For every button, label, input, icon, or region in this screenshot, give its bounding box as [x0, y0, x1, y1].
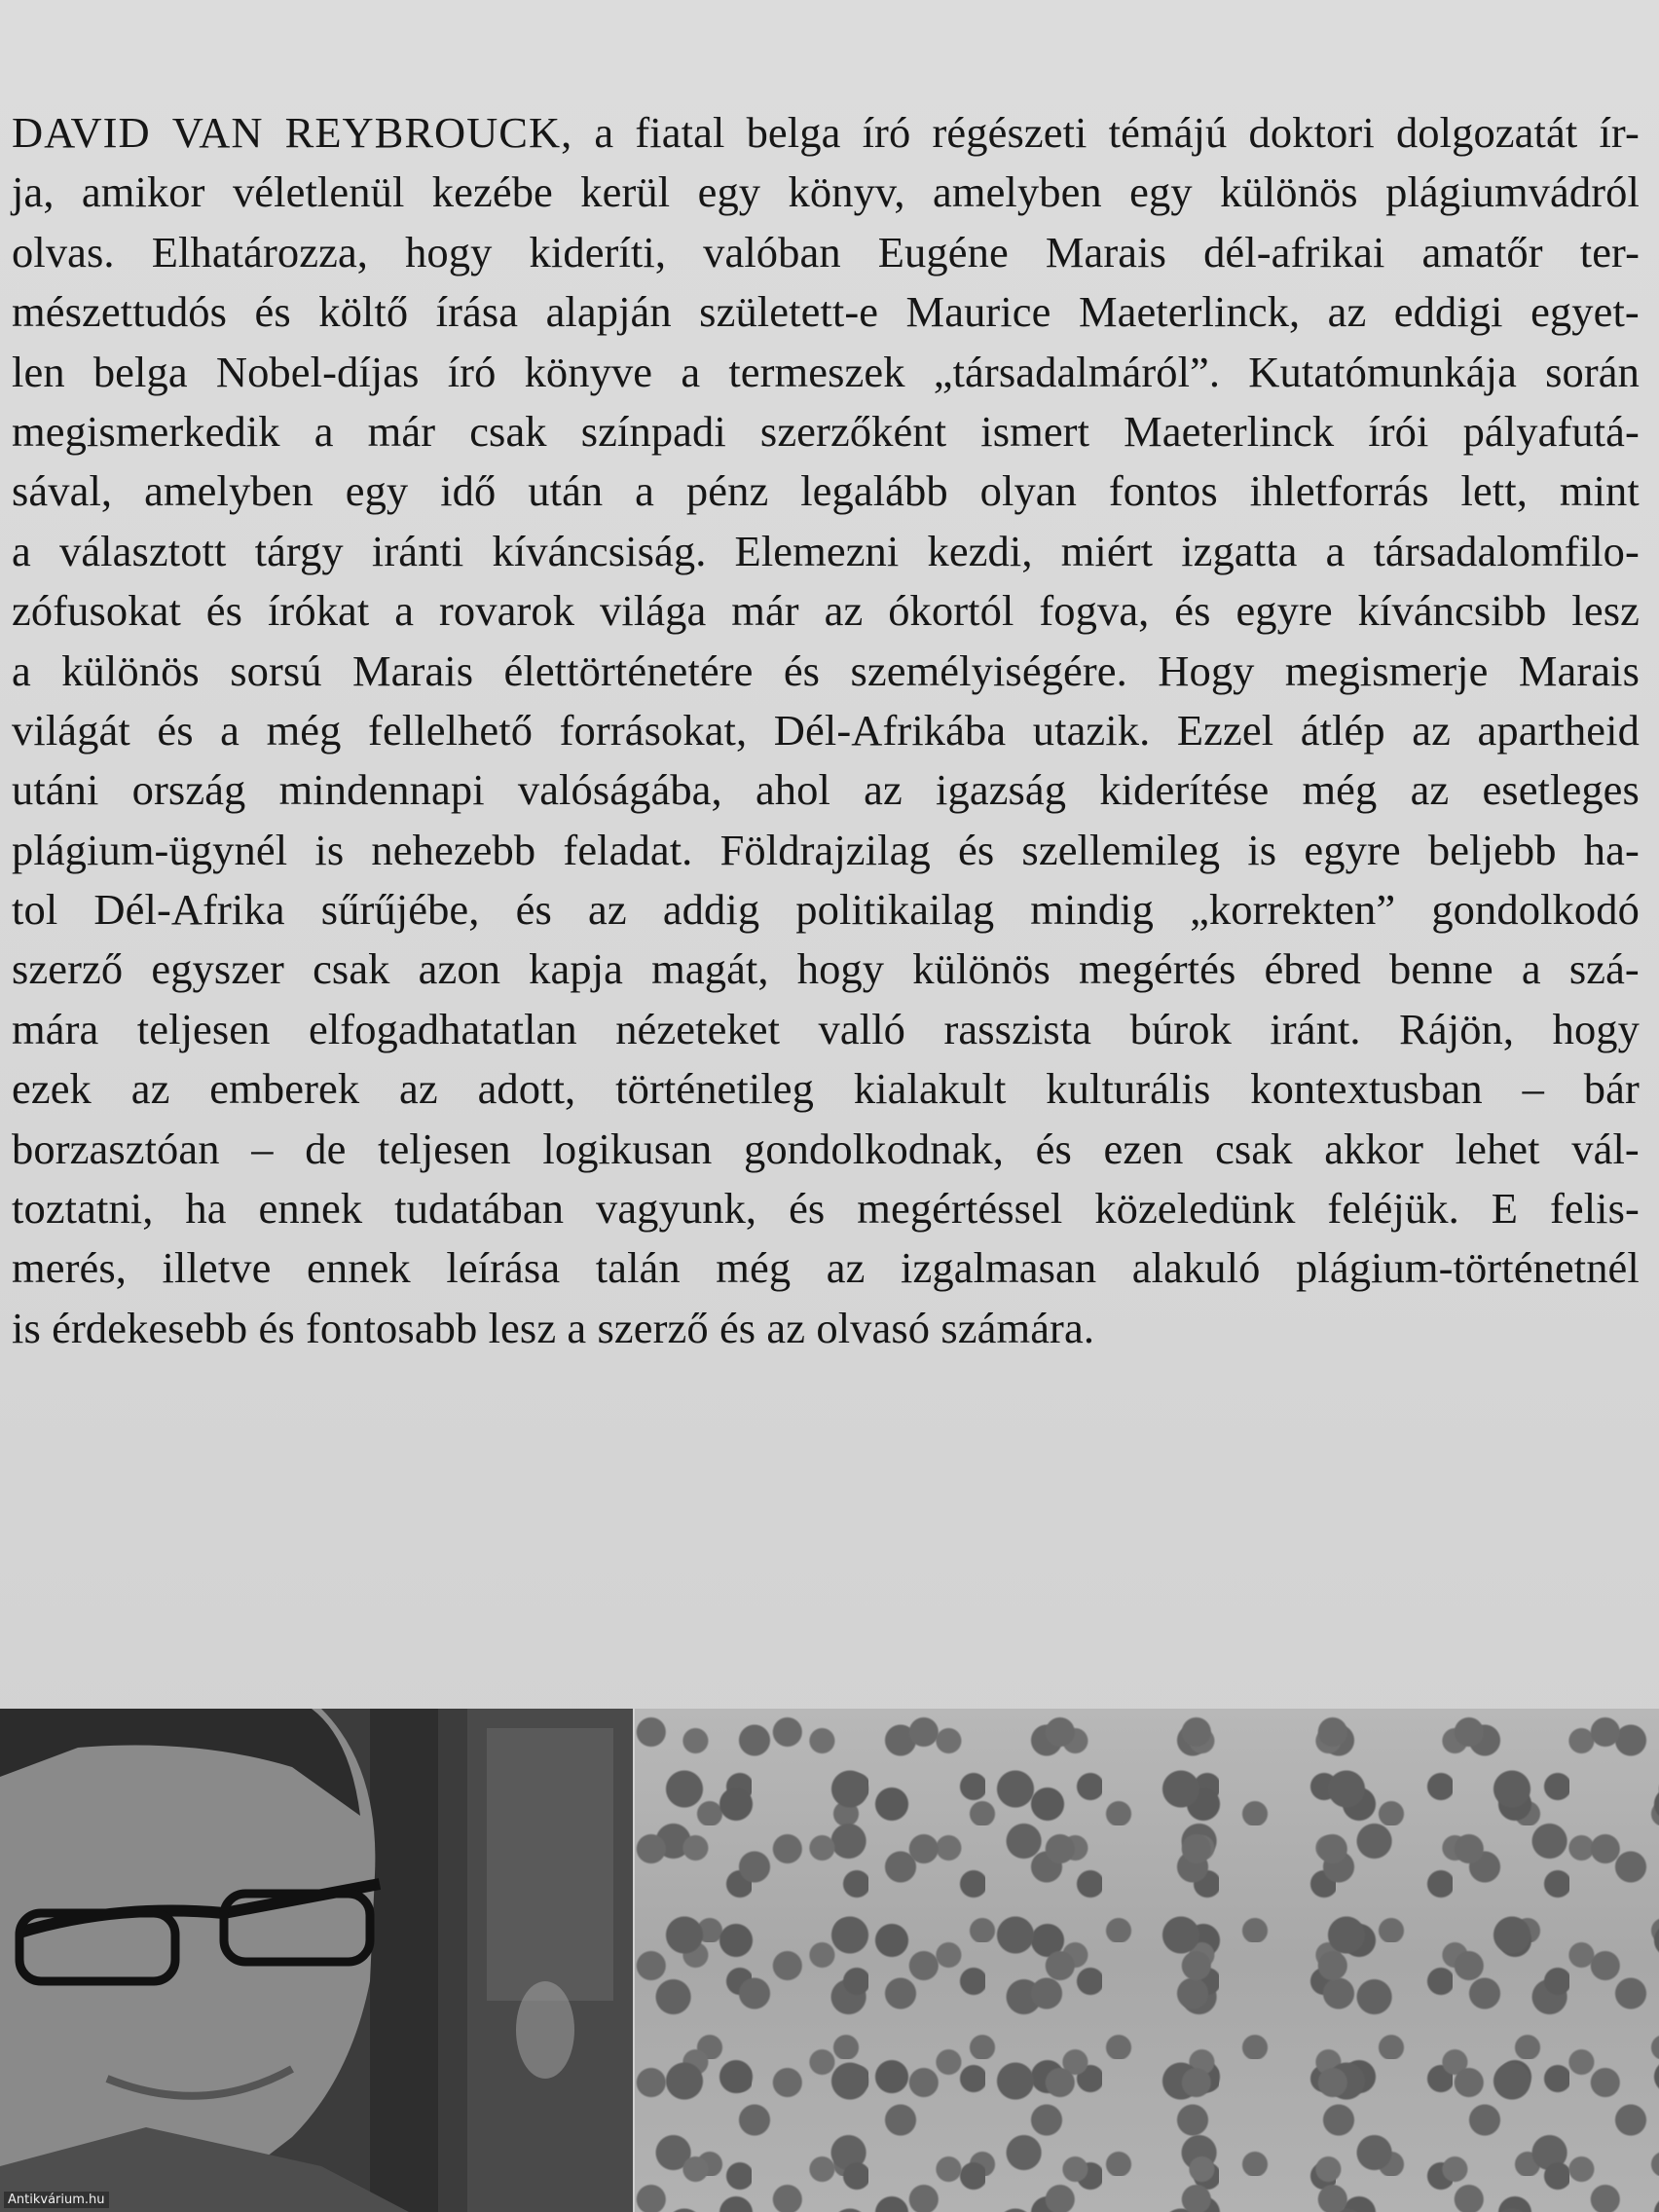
text-line: mészettudós és költő írása alapján született-e Maurice Maeterlinck, az eddigi egyet- [12, 287, 1640, 337]
author-portrait [0, 1709, 633, 2212]
text-line: világát és a még fellelhető forrásokat, Dél-Afrikába utazik. Ezzel átlép az apartheid [12, 705, 1640, 755]
blurb-text [12, 103, 1640, 1358]
portrait-illustration [0, 1709, 633, 2212]
text-line: ezek az emberek az adott, történetileg kialakult kulturális kontextusban – bár [12, 1064, 1640, 1114]
text-line: a különös sorsú Marais élettörténetére és személyiségére. Hogy megismerje Marais [12, 645, 1640, 695]
text-line: mára teljesen elfogadhatatlan nézeteket valló rasszista búrok iránt. Rájön, hogy [12, 1004, 1640, 1053]
text-line: toztatni, ha ennek tudatában vagyunk, és megértéssel közeledünk feléjük. E felis- [12, 1184, 1640, 1234]
text-line: plágium-ügynél is nehezebb feladat. Földrajzilag és szellemileg is egyre beljebb ha- [12, 825, 1640, 874]
text-line: olvas. Elhatározza, hogy kideríti, valóban Eugéne Marais dél-afrikai amatőr ter- [12, 227, 1640, 276]
text-line: megismerkedik a már csak színpadi szerzőként ismert Maeterlinck írói pályafutá- [12, 406, 1640, 456]
text-line: sával, amelyben egy idő után a pénz legalább olyan fontos ihletforrás lett, mint [12, 466, 1640, 516]
text-line: borzasztóan – de teljesen logikusan gondolkodnak, és ezen csak akkor lehet vál- [12, 1124, 1640, 1173]
text-line: a választott tárgy iránti kíváncsiság. Elemezni kezdi, miért izgatta a társadalomfilo- [12, 526, 1640, 575]
text-line: len belga Nobel-díjas író könyve a termeszek „társadalmáról”. Kutatómunkája során [12, 347, 1640, 396]
watermark-label: Antikvárium.hu [4, 2192, 109, 2208]
text-line: zófusokat és írókat a rovarok világa már az ókortól fogva, és egyre kíváncsibb lesz [12, 586, 1640, 636]
text-line: merés, illetve ennek leírása talán még az izgalmasan alakuló plágium-történetnél [12, 1243, 1640, 1293]
termite-mound-texture [635, 1709, 1659, 2212]
text-line: szerző egyszer csak azon kapja magát, hogy különös megértés ébred benne a szá- [12, 944, 1640, 994]
text-line: tol Dél-Afrika sűrűjébe, és az addig politikailag mindig „korrekten” gondolkodó [12, 885, 1640, 935]
text-line: utáni ország mindennapi valóságába, ahol az igazság kiderítése még az esetleges [12, 765, 1640, 815]
text-line: is érdekesebb és fontosabb lesz a szerző és az olvasó számára. [12, 1303, 1095, 1352]
text-line: ja, amikor véletlenül kezébe kerül egy könyv, amelyben egy különös plágiumvádról [12, 167, 1640, 217]
text-line: DAVID VAN REYBROUCK, a fiatal belga író régészeti témájú doktori dolgozatát ír- [12, 108, 1640, 157]
photo-row [0, 1709, 1659, 2212]
